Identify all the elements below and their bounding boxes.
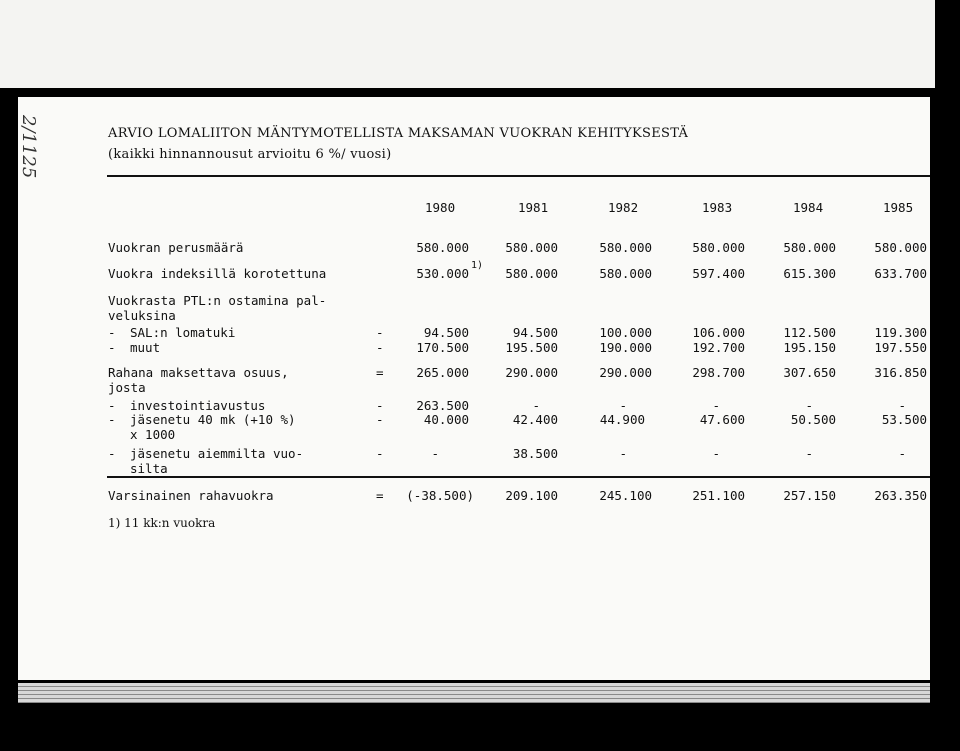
year-header-1985: 1985	[883, 200, 914, 215]
cell: 94.500	[423, 325, 469, 340]
cell: -	[619, 398, 627, 413]
cell: 42.400	[512, 412, 558, 427]
document-page	[18, 97, 930, 680]
cell: -	[805, 446, 813, 461]
row-label-jasenetu-cont: x 1000	[130, 427, 176, 442]
cell: -	[898, 446, 906, 461]
cell: 170.500	[416, 340, 469, 355]
row-heading-ptl-cont: veluksina	[108, 308, 176, 323]
year-header-1983: 1983	[702, 200, 733, 215]
cell: 190.000	[599, 340, 652, 355]
row-label-jasenetu: jäsenetu 40 mk (+10 %)	[130, 412, 296, 427]
cell: 615.300	[783, 266, 836, 281]
year-header-1981: 1981	[518, 200, 549, 215]
cell: 197.550	[874, 340, 927, 355]
row-label-indeksi: Vuokra indeksillä korotettuna	[108, 266, 327, 281]
cell: -	[532, 398, 540, 413]
cell: 94.500	[512, 325, 558, 340]
cell: 580.000	[505, 240, 558, 255]
row-bullet: =	[376, 488, 384, 503]
cell: -	[805, 398, 813, 413]
cell: 263.500	[416, 398, 469, 413]
footnote: 1) 11 kk:n vuokra	[108, 516, 216, 530]
handwritten-margin-note: 2/1125	[18, 115, 39, 179]
row-dash: -	[376, 446, 384, 461]
cell: 100.000	[599, 325, 652, 340]
cell: 290.000	[599, 365, 652, 380]
cell: 597.400	[692, 266, 745, 281]
year-header-1982: 1982	[608, 200, 639, 215]
page-stack-edge	[18, 683, 930, 703]
row-dash: -	[108, 340, 116, 355]
total-rule	[107, 476, 930, 478]
row-dash: -	[108, 398, 116, 413]
row-bullet: =	[376, 365, 384, 380]
cell: 47.600	[699, 412, 745, 427]
row-dash: -	[376, 398, 384, 413]
cell: 263.350	[874, 488, 927, 503]
cell: 53.500	[881, 412, 927, 427]
row-dash: -	[376, 412, 384, 427]
cell: -	[898, 398, 906, 413]
cell: -	[431, 446, 439, 461]
cell: 298.700	[692, 365, 745, 380]
cell: -	[619, 446, 627, 461]
cell: 580.000	[599, 240, 652, 255]
row-dash: -	[376, 325, 384, 340]
cell: 580.000	[783, 240, 836, 255]
cell: 257.150	[783, 488, 836, 503]
cell: 40.000	[423, 412, 469, 427]
row-label-muut: muut	[130, 340, 161, 355]
cell: 119.300	[874, 325, 927, 340]
cell: 530.000	[416, 266, 469, 281]
cell: 580.000	[505, 266, 558, 281]
row-dash: -	[376, 340, 384, 355]
cell: 580.000	[692, 240, 745, 255]
year-header-1984: 1984	[793, 200, 824, 215]
cell: 106.000	[692, 325, 745, 340]
cell: (-38.500)	[406, 488, 474, 503]
cell: -	[712, 398, 720, 413]
row-label-perusmaara: Vuokran perusmäärä	[108, 240, 244, 255]
document-title: ARVIO LOMALIITON MÄNTYMOTELLISTA MAKSAMAN VUOKRAN KEHITYKSESTÄ	[108, 126, 689, 141]
footnote-mark: 1)	[471, 260, 484, 271]
cell: 633.700	[874, 266, 927, 281]
cell: 245.100	[599, 488, 652, 503]
row-label-aiemmilta-cont: silta	[130, 461, 168, 476]
row-dash: -	[108, 412, 116, 427]
cell: 209.100	[505, 488, 558, 503]
row-label-rahana: Rahana maksettava osuus,	[108, 365, 289, 380]
row-label-sal: SAL:n lomatuki	[130, 325, 236, 340]
header-rule	[107, 175, 930, 177]
cell: 112.500	[783, 325, 836, 340]
cell: 580.000	[416, 240, 469, 255]
row-label-varsinainen: Varsinainen rahavuokra	[108, 488, 274, 503]
cell: 316.850	[874, 365, 927, 380]
cell: 50.500	[790, 412, 836, 427]
row-heading-ptl: Vuokrasta PTL:n ostamina pal-	[108, 293, 327, 308]
cell: -	[712, 446, 720, 461]
cell: 38.500	[512, 446, 558, 461]
row-dash: -	[108, 446, 116, 461]
year-header-1980: 1980	[425, 200, 456, 215]
cell: 251.100	[692, 488, 745, 503]
previous-page-edge	[0, 0, 935, 88]
row-label-rahana-cont: josta	[108, 380, 146, 395]
cell: 195.150	[783, 340, 836, 355]
row-label-aiemmilta: jäsenetu aiemmilta vuo-	[130, 446, 304, 461]
cell: 192.700	[692, 340, 745, 355]
cell: 44.900	[599, 412, 645, 427]
cell: 290.000	[505, 365, 558, 380]
cell: 580.000	[874, 240, 927, 255]
cell: 195.500	[505, 340, 558, 355]
cell: 265.000	[416, 365, 469, 380]
row-dash: -	[108, 325, 116, 340]
cell: 307.650	[783, 365, 836, 380]
row-label-investointi: investointiavustus	[130, 398, 266, 413]
cell: 580.000	[599, 266, 652, 281]
document-subtitle: (kaikki hinnannousut arvioitu 6 %/ vuosi)	[108, 147, 392, 162]
